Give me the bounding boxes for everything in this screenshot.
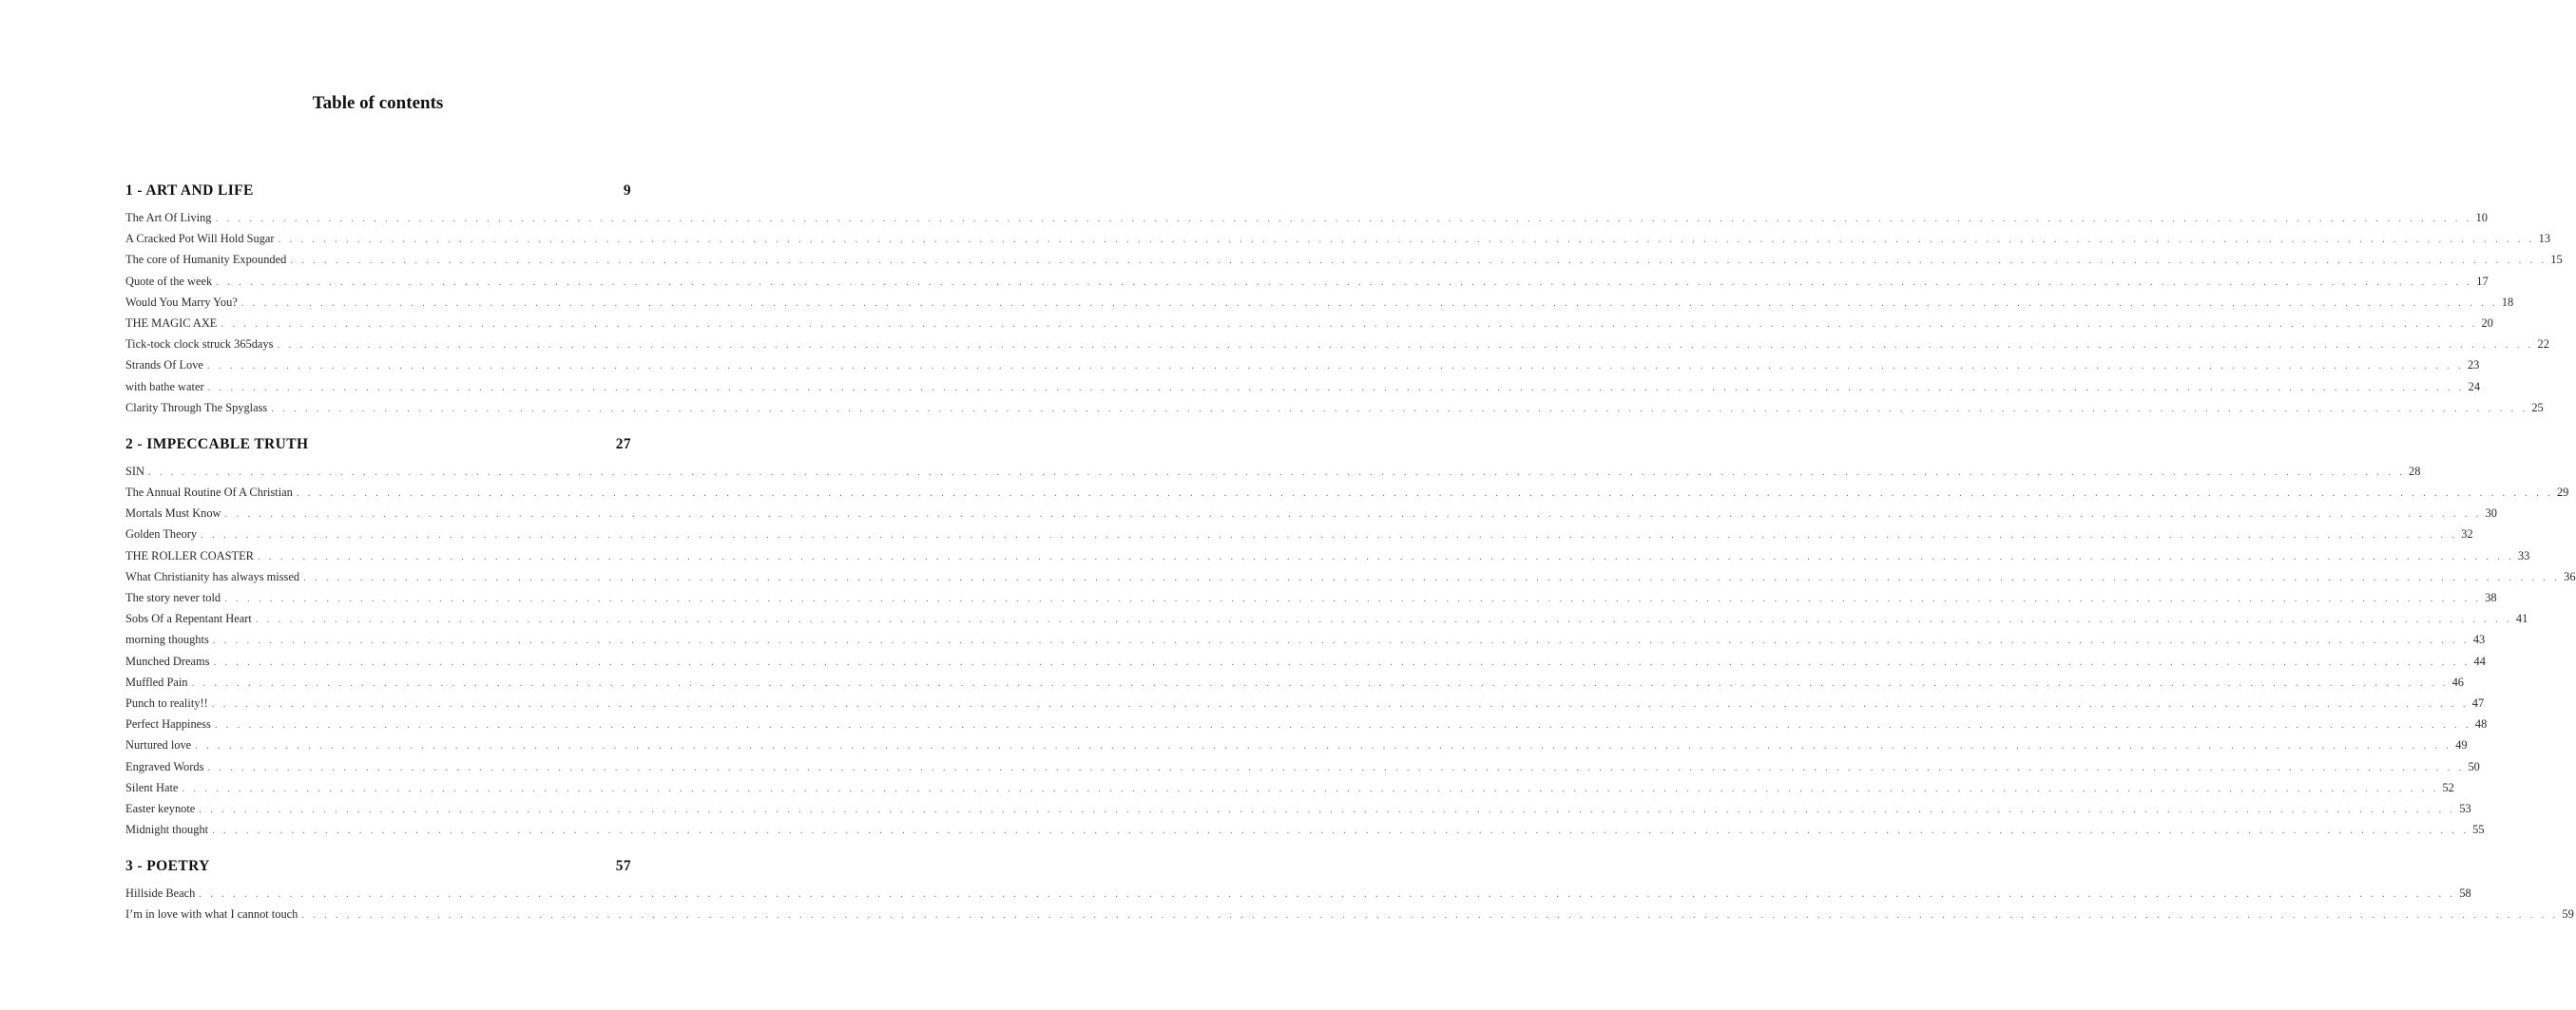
toc-entry[interactable] xyxy=(125,379,2481,401)
toc-entry[interactable] xyxy=(125,717,2488,738)
entry-title: The story never told xyxy=(125,591,221,604)
dot-leader: . . . . . . . . . . . . . . . . . . . . . . . . . . . . . . . . . . . . . . . . . . . . . . . . . . . . . . . . . . . . . . . . . . . . . . . . . . . . . . . . . . . . . . . . . . . . . . . . . . . . . . . . . . . . . . . . . . . . . . . . . . . . . . . . . . . . . . . . . . . . . . . . . . . . . . . . . . . . . . . . . . . . . . . . . . . . . . . . . . . . . . . . . . . . . . . . . . . . . . . . xyxy=(215,213,2472,224)
toc-entry[interactable] xyxy=(125,337,2549,358)
dot-leader: . . . . . . . . . . . . . . . . . . . . . . . . . . . . . . . . . . . . . . . . . . . . . . . . . . . . . . . . . . . . . . . . . . . . . . . . . . . . . . . . . . . . . . . . . . . . . . . . . . . . . . . . . . . . . . . . . . . . . . . . . . . . . . . . . . . . . . . . . . . . . . . . . . . . . . . . . . . . . . . . . . . . . . . . . . . . . . . . . . . . . . . . . . . . . . . . . . . . . . . . xyxy=(271,402,2528,414)
toc-entry[interactable] xyxy=(125,400,2544,422)
toc-entry[interactable] xyxy=(125,907,2574,928)
entry-page-number: 55 xyxy=(2472,823,2485,837)
entry-title: SIN xyxy=(125,464,144,478)
chapter-heading[interactable] xyxy=(125,858,631,881)
entry-page-number: 33 xyxy=(2517,548,2530,562)
entry-title: Would You Marry You? xyxy=(125,295,238,309)
toc-entry[interactable] xyxy=(125,780,2454,802)
toc-entry[interactable] xyxy=(125,591,2497,612)
chapter-heading[interactable] xyxy=(125,436,631,459)
entry-title: Clarity Through The Spyglass xyxy=(125,400,268,414)
dot-leader: . . . . . . . . . . . . . . . . . . . . . . . . . . . . . . . . . . . . . . . . . . . . . . . . . . . . . . . . . . . . . . . . . . . . . . . . . . . . . . . . . . . . . . . . . . . . . . . . . . . . . . . . . . . . . . . . . . . . . . . . . . . . . . . . . . . . . . . . . . . . . . . . . . . . . . . . . . . . . . . . . . . . . . . . . . . . . . . . . . . . . . . . . . . . . . . . . . . . . . . . xyxy=(212,635,2470,647)
entry-page-number: 20 xyxy=(2481,315,2493,330)
entry-title: Punch to reality!! xyxy=(125,696,208,710)
entry-page-number: 28 xyxy=(2409,464,2421,478)
dot-leader: . . . . . . . . . . . . . . . . . . . . . . . . . . . . . . . . . . . . . . . . . . . . . . . . . . . . . . . . . . . . . . . . . . . . . . . . . . . . . . . . . . . . . . . . . . . . . . . . . . . . . . . . . . . . . . . . . . . . . . . . . . . . . . . . . . . . . . . . . . . . . . . . . . . . . . . . . . . . . . . . . . . . . . . . . . . . . . . . . . . . . . . . . . . . . . . . . . . . . . . . xyxy=(221,317,2478,330)
dot-leader: . . . . . . . . . . . . . . . . . . . . . . . . . . . . . . . . . . . . . . . . . . . . . . . . . . . . . . . . . . . . . . . . . . . . . . . . . . . . . . . . . . . . . . . . . . . . . . . . . . . . . . . . . . . . . . . . . . . . . . . . . . . . . . . . . . . . . . . . . . . . . . . . . . . . . . . . . . . . . . . . . . . . . . . . . . . . . . . . . . . . . . . . . . . . . . . . . . . . . . . . xyxy=(224,508,2482,521)
entry-title: Silent Hate xyxy=(125,780,179,794)
toc-chapter xyxy=(125,435,2576,844)
dot-leader: . . . . . . . . . . . . . . . . . . . . . . . . . . . . . . . . . . . . . . . . . . . . . . . . . . . . . . . . . . . . . . . . . . . . . . . . . . . . . . . . . . . . . . . . . . . . . . . . . . . . . . . . . . . . . . . . . . . . . . . . . . . . . . . . . . . . . . . . . . . . . . . . . . . . . . . . . . . . . . . . . . . . . . . . . . . . . . . . . . . . . . . . . . . . . . . . . . . . . . . . xyxy=(255,614,2512,626)
toc-entry[interactable] xyxy=(125,506,2497,527)
entry-list xyxy=(125,211,2563,422)
dot-leader: . . . . . . . . . . . . . . . . . . . . . . . . . . . . . . . . . . . . . . . . . . . . . . . . . . . . . . . . . . . . . . . . . . . . . . . . . . . . . . . . . . . . . . . . . . . . . . . . . . . . . . . . . . . . . . . . . . . . . . . . . . . . . . . . . . . . . . . . . . . . . . . . . . . . . . . . . . . . . . . . . . . . . . . . . . . . . . . . . . . . . . . . . . . . . . . . . . . . . . . . xyxy=(214,719,2471,732)
table-of-contents xyxy=(125,182,2576,929)
chapter-title: 1 - ART AND LIFE xyxy=(125,182,254,199)
entry-title: Muffled Pain xyxy=(125,675,188,689)
entry-title: I’m in love with what I cannot touch xyxy=(125,907,298,922)
dot-leader: . . . . . . . . . . . . . . . . . . . . . . . . . . . . . . . . . . . . . . . . . . . . . . . . . . . . . . . . . . . . . . . . . . . . . . . . . . . . . . . . . . . . . . . . . . . . . . . . . . . . . . . . . . . . . . . . . . . . . . . . . . . . . . . . . . . . . . . . . . . . . . . . . . . . . . . . . . . . . . . . . . . . . . . . . . . . . . . . . . . . . . . . . . . . . . . . . . . . . . . . xyxy=(301,909,2559,922)
toc-entry[interactable] xyxy=(125,569,2576,591)
entry-page-number: 50 xyxy=(2468,759,2480,773)
dot-leader: . . . . . . . . . . . . . . . . . . . . . . . . . . . . . . . . . . . . . . . . . . . . . . . . . . . . . . . . . . . . . . . . . . . . . . . . . . . . . . . . . . . . . . . . . . . . . . . . . . . . . . . . . . . . . . . . . . . . . . . . . . . . . . . . . . . . . . . . . . . . . . . . . . . . . . . . . . . . . . . . . . . . . . . . . . . . . . . . . . . . . . . . . . . . . . . . . . . . . . . . xyxy=(199,888,2456,901)
entry-title: Engraved Words xyxy=(125,759,204,773)
entry-title: morning thoughts xyxy=(125,633,209,647)
entry-title: Golden Theory xyxy=(125,527,198,542)
entry-page-number: 24 xyxy=(2468,379,2481,393)
toc-entry[interactable] xyxy=(125,253,2563,274)
dot-leader: . . . . . . . . . . . . . . . . . . . . . . . . . . . . . . . . . . . . . . . . . . . . . . . . . . . . . . . . . . . . . . . . . . . . . . . . . . . . . . . . . . . . . . . . . . . . . . . . . . . . . . . . . . . . . . . . . . . . . . . . . . . . . . . . . . . . . . . . . . . . . . . . . . . . . . . . . . . . . . . . . . . . . . . . . . . . . . . . . . . . . . . . . . . . . . . . . . . . . . . . xyxy=(240,296,2498,309)
entry-page-number: 18 xyxy=(2501,295,2514,309)
dot-leader: . . . . . . . . . . . . . . . . . . . . . . . . . . . . . . . . . . . . . . . . . . . . . . . . . . . . . . . . . . . . . . . . . . . . . . . . . . . . . . . . . . . . . . . . . . . . . . . . . . . . . . . . . . . . . . . . . . . . . . . . . . . . . . . . . . . . . . . . . . . . . . . . . . . . . . . . . . . . . . . . . . . . . . . . . . . . . . . . . . . . . . . . . . . . . . . . . . . . . . . . xyxy=(211,697,2469,710)
toc-entry[interactable] xyxy=(125,738,2468,759)
toc-chapter xyxy=(125,858,2574,928)
entry-title: The Annual Routine Of A Christian xyxy=(125,486,293,500)
chapter-page-number: 9 xyxy=(623,182,631,199)
toc-entry[interactable] xyxy=(125,548,2530,570)
dot-leader: . . . . . . . . . . . . . . . . . . . . . . . . . . . . . . . . . . . . . . . . . . . . . . . . . . . . . . . . . . . . . . . . . . . . . . . . . . . . . . . . . . . . . . . . . . . . . . . . . . . . . . . . . . . . . . . . . . . . . . . . . . . . . . . . . . . . . . . . . . . . . . . . . . . . . . . . . . . . . . . . . . . . . . . . . . . . . . . . . . . . . . . . . . . . . . . . . . . . . . . . xyxy=(195,740,2452,753)
toc-entry[interactable] xyxy=(125,464,2421,486)
entry-page-number: 23 xyxy=(2467,358,2480,372)
entry-page-number: 36 xyxy=(2564,569,2576,583)
toc-entry[interactable] xyxy=(125,696,2485,717)
toc-entry[interactable] xyxy=(125,232,2551,253)
toc-entry[interactable] xyxy=(125,211,2488,232)
entry-title: A Cracked Pot Will Hold Sugar xyxy=(125,232,275,246)
toc-entry[interactable] xyxy=(125,612,2528,633)
entry-page-number: 38 xyxy=(2485,591,2497,604)
entry-page-number: 32 xyxy=(2461,527,2473,542)
entry-list xyxy=(125,886,2574,928)
entry-page-number: 22 xyxy=(2537,337,2549,352)
toc-entry[interactable] xyxy=(125,823,2485,844)
dot-leader: . . . . . . . . . . . . . . . . . . . . . . . . . . . . . . . . . . . . . . . . . . . . . . . . . . . . . . . . . . . . . . . . . . . . . . . . . . . . . . . . . . . . . . . . . . . . . . . . . . . . . . . . . . . . . . . . . . . . . . . . . . . . . . . . . . . . . . . . . . . . . . . . . . . . . . . . . . . . . . . . . . . . . . . . . . . . . . . . . . . . . . . . . . . . . . . . . . . . . . . . xyxy=(207,381,2465,393)
dot-leader: . . . . . . . . . . . . . . . . . . . . . . . . . . . . . . . . . . . . . . . . . . . . . . . . . . . . . . . . . . . . . . . . . . . . . . . . . . . . . . . . . . . . . . . . . . . . . . . . . . . . . . . . . . . . . . . . . . . . . . . . . . . . . . . . . . . . . . . . . . . . . . . . . . . . . . . . . . . . . . . . . . . . . . . . . . . . . . . . . . . . . . . . . . . . . . . . . . . . . . . . xyxy=(207,761,2465,773)
dot-leader: . . . . . . . . . . . . . . . . . . . . . . . . . . . . . . . . . . . . . . . . . . . . . . . . . . . . . . . . . . . . . . . . . . . . . . . . . . . . . . . . . . . . . . . . . . . . . . . . . . . . . . . . . . . . . . . . . . . . . . . . . . . . . . . . . . . . . . . . . . . . . . . . . . . . . . . . . . . . . . . . . . . . . . . . . . . . . . . . . . . . . . . . . . . . . . . . . . . . . . . . xyxy=(147,466,2406,478)
entry-title: Midnight thought xyxy=(125,823,209,837)
dot-leader: . . . . . . . . . . . . . . . . . . . . . . . . . . . . . . . . . . . . . . . . . . . . . . . . . . . . . . . . . . . . . . . . . . . . . . . . . . . . . . . . . . . . . . . . . . . . . . . . . . . . . . . . . . . . . . . . . . . . . . . . . . . . . . . . . . . . . . . . . . . . . . . . . . . . . . . . . . . . . . . . . . . . . . . . . . . . . . . . . . . . . . . . . . . . . . . . . . . . . . . . xyxy=(277,339,2534,352)
entry-title: Strands Of Love xyxy=(125,358,203,372)
entry-page-number: 44 xyxy=(2473,654,2486,668)
toc-entry[interactable] xyxy=(125,358,2480,379)
entry-page-number: 53 xyxy=(2459,801,2471,815)
entry-page-number: 15 xyxy=(2550,253,2563,267)
dot-leader: . . . . . . . . . . . . . . . . . . . . . . . . . . . . . . . . . . . . . . . . . . . . . . . . . . . . . . . . . . . . . . . . . . . . . . . . . . . . . . . . . . . . . . . . . . . . . . . . . . . . . . . . . . . . . . . . . . . . . . . . . . . . . . . . . . . . . . . . . . . . . . . . . . . . . . . . . . . . . . . . . . . . . . . . . . . . . . . . . . . . . . . . . . . . . . . . . . . . . . . . xyxy=(213,656,2470,668)
entry-page-number: 25 xyxy=(2531,400,2544,414)
chapter-page-number: 57 xyxy=(615,858,631,875)
entry-title: The core of Humanity Expounded xyxy=(125,253,287,267)
entry-list xyxy=(125,464,2576,844)
entry-title: Easter keynote xyxy=(125,801,196,815)
dot-leader: . . . . . . . . . . . . . . . . . . . . . . . . . . . . . . . . . . . . . . . . . . . . . . . . . . . . . . . . . . . . . . . . . . . . . . . . . . . . . . . . . . . . . . . . . . . . . . . . . . . . . . . . . . . . . . . . . . . . . . . . . . . . . . . . . . . . . . . . . . . . . . . . . . . . . . . . . . . . . . . . . . . . . . . . . . . . . . . . . . . . . . . . . . . . . . . . . . . . . . . . xyxy=(224,593,2482,604)
entry-page-number: 47 xyxy=(2471,696,2485,710)
entry-title: What Christianity has always missed xyxy=(125,569,300,583)
entry-title: Quote of the week xyxy=(125,274,213,288)
chapter-heading[interactable] xyxy=(125,182,631,205)
entry-title: Sobs Of a Repentant Heart xyxy=(125,612,252,626)
dot-leader: . . . . . . . . . . . . . . . . . . . . . . . . . . . . . . . . . . . . . . . . . . . . . . . . . . . . . . . . . . . . . . . . . . . . . . . . . . . . . . . . . . . . . . . . . . . . . . . . . . . . . . . . . . . . . . . . . . . . . . . . . . . . . . . . . . . . . . . . . . . . . . . . . . . . . . . . . . . . . . . . . . . . . . . . . . . . . . . . . . . . . . . . . . . . . . . . . . . . . . . . xyxy=(201,529,2458,542)
dot-leader: . . . . . . . . . . . . . . . . . . . . . . . . . . . . . . . . . . . . . . . . . . . . . . . . . . . . . . . . . . . . . . . . . . . . . . . . . . . . . . . . . . . . . . . . . . . . . . . . . . . . . . . . . . . . . . . . . . . . . . . . . . . . . . . . . . . . . . . . . . . . . . . . . . . . . . . . . . . . . . . . . . . . . . . . . . . . . . . . . . . . . . . . . . . . . . . . . . . . . . . . xyxy=(303,571,2561,583)
toc-entry[interactable] xyxy=(125,654,2486,676)
dot-leader: . . . . . . . . . . . . . . . . . . . . . . . . . . . . . . . . . . . . . . . . . . . . . . . . . . . . . . . . . . . . . . . . . . . . . . . . . . . . . . . . . . . . . . . . . . . . . . . . . . . . . . . . . . . . . . . . . . . . . . . . . . . . . . . . . . . . . . . . . . . . . . . . . . . . . . . . . . . . . . . . . . . . . . . . . . . . . . . . . . . . . . . . . . . . . . . . . . . . . . . . xyxy=(182,782,2439,794)
dot-leader: . . . . . . . . . . . . . . . . . . . . . . . . . . . . . . . . . . . . . . . . . . . . . . . . . . . . . . . . . . . . . . . . . . . . . . . . . . . . . . . . . . . . . . . . . . . . . . . . . . . . . . . . . . . . . . . . . . . . . . . . . . . . . . . . . . . . . . . . . . . . . . . . . . . . . . . . . . . . . . . . . . . . . . . . . . . . . . . . . . . . . . . . . . . . . . . . . . . . . . . . xyxy=(191,677,2449,689)
entry-page-number: 43 xyxy=(2472,633,2486,647)
page-title: Table of contents xyxy=(312,93,444,113)
dot-leader: . . . . . . . . . . . . . . . . . . . . . . . . . . . . . . . . . . . . . . . . . . . . . . . . . . . . . . . . . . . . . . . . . . . . . . . . . . . . . . . . . . . . . . . . . . . . . . . . . . . . . . . . . . . . . . . . . . . . . . . . . . . . . . . . . . . . . . . . . . . . . . . . . . . . . . . . . . . . . . . . . . . . . . . . . . . . . . . . . . . . . . . . . . . . . . . . . . . . . . . . xyxy=(290,255,2547,267)
toc-entry[interactable] xyxy=(125,633,2486,654)
dot-leader: . . . . . . . . . . . . . . . . . . . . . . . . . . . . . . . . . . . . . . . . . . . . . . . . . . . . . . . . . . . . . . . . . . . . . . . . . . . . . . . . . . . . . . . . . . . . . . . . . . . . . . . . . . . . . . . . . . . . . . . . . . . . . . . . . . . . . . . . . . . . . . . . . . . . . . . . . . . . . . . . . . . . . . . . . . . . . . . . . . . . . . . . . . . . . . . . . . . . . . . . xyxy=(199,803,2456,815)
toc-entry[interactable] xyxy=(125,527,2473,548)
entry-title: Munched Dreams xyxy=(125,654,210,668)
toc-entry[interactable] xyxy=(125,295,2514,316)
entry-page-number: 49 xyxy=(2455,738,2468,753)
entry-page-number: 59 xyxy=(2562,907,2574,922)
dot-leader: . . . . . . . . . . . . . . . . . . . . . . . . . . . . . . . . . . . . . . . . . . . . . . . . . . . . . . . . . . . . . . . . . . . . . . . . . . . . . . . . . . . . . . . . . . . . . . . . . . . . . . . . . . . . . . . . . . . . . . . . . . . . . . . . . . . . . . . . . . . . . . . . . . . . . . . . . . . . . . . . . . . . . . . . . . . . . . . . . . . . . . . . . . . . . . . . . . . . . . . . xyxy=(212,825,2470,837)
dot-leader: . . . . . . . . . . . . . . . . . . . . . . . . . . . . . . . . . . . . . . . . . . . . . . . . . . . . . . . . . . . . . . . . . . . . . . . . . . . . . . . . . . . . . . . . . . . . . . . . . . . . . . . . . . . . . . . . . . . . . . . . . . . . . . . . . . . . . . . . . . . . . . . . . . . . . . . . . . . . . . . . . . . . . . . . . . . . . . . . . . . . . . . . . . . . . . . . . . . . . . . . xyxy=(206,360,2464,372)
entry-page-number: 13 xyxy=(2538,232,2551,246)
toc-entry[interactable] xyxy=(125,486,2569,506)
toc-entry[interactable] xyxy=(125,315,2493,337)
entry-title: Nurtured love xyxy=(125,738,192,753)
entry-title: Mortals Must Know xyxy=(125,506,221,521)
entry-page-number: 30 xyxy=(2485,506,2497,521)
entry-page-number: 41 xyxy=(2515,612,2528,626)
toc-entry[interactable] xyxy=(125,759,2480,781)
chapter-page-number: 27 xyxy=(615,435,631,452)
toc-entry[interactable] xyxy=(125,675,2464,696)
entry-title: Hillside Beach xyxy=(125,886,196,901)
entry-page-number: 52 xyxy=(2442,780,2454,794)
toc-entry[interactable] xyxy=(125,801,2471,823)
entry-page-number: 48 xyxy=(2474,717,2488,732)
dot-leader: . . . . . . . . . . . . . . . . . . . . . . . . . . . . . . . . . . . . . . . . . . . . . . . . . . . . . . . . . . . . . . . . . . . . . . . . . . . . . . . . . . . . . . . . . . . . . . . . . . . . . . . . . . . . . . . . . . . . . . . . . . . . . . . . . . . . . . . . . . . . . . . . . . . . . . . . . . . . . . . . . . . . . . . . . . . . . . . . . . . . . . . . . . . . . . . . . . . . . . . . xyxy=(216,276,2473,288)
entry-title: The Art Of Living xyxy=(125,211,212,224)
chapter-title: 3 - POETRY xyxy=(125,858,210,875)
entry-page-number: 10 xyxy=(2475,211,2488,224)
entry-page-number: 46 xyxy=(2451,675,2464,689)
toc-entry[interactable] xyxy=(125,886,2471,907)
dot-leader: . . . . . . . . . . . . . . . . . . . . . . . . . . . . . . . . . . . . . . . . . . . . . . . . . . . . . . . . . . . . . . . . . . . . . . . . . . . . . . . . . . . . . . . . . . . . . . . . . . . . . . . . . . . . . . . . . . . . . . . . . . . . . . . . . . . . . . . . . . . . . . . . . . . . . . . . . . . . . . . . . . . . . . . . . . . . . . . . . . . . . . . . . . . . . . . . . . . . . . . . xyxy=(278,234,2535,246)
entry-title: Perfect Happiness xyxy=(125,717,211,732)
entry-page-number: 29 xyxy=(2556,486,2569,500)
chapter-title: 2 - IMPECCABLE TRUTH xyxy=(125,435,309,452)
entry-title: THE MAGIC AXE xyxy=(125,315,218,330)
entry-page-number: 58 xyxy=(2459,886,2471,901)
toc-entry[interactable] xyxy=(125,274,2489,295)
entry-page-number: 17 xyxy=(2476,274,2489,288)
dot-leader: . . . . . . . . . . . . . . . . . . . . . . . . . . . . . . . . . . . . . . . . . . . . . . . . . . . . . . . . . . . . . . . . . . . . . . . . . . . . . . . . . . . . . . . . . . . . . . . . . . . . . . . . . . . . . . . . . . . . . . . . . . . . . . . . . . . . . . . . . . . . . . . . . . . . . . . . . . . . . . . . . . . . . . . . . . . . . . . . . . . . . . . . . . . . . . . . . . . . . . . . xyxy=(296,487,2553,500)
dot-leader: . . . . . . . . . . . . . . . . . . . . . . . . . . . . . . . . . . . . . . . . . . . . . . . . . . . . . . . . . . . . . . . . . . . . . . . . . . . . . . . . . . . . . . . . . . . . . . . . . . . . . . . . . . . . . . . . . . . . . . . . . . . . . . . . . . . . . . . . . . . . . . . . . . . . . . . . . . . . . . . . . . . . . . . . . . . . . . . . . . . . . . . . . . . . . . . . . . . . . . . . xyxy=(257,550,2514,562)
entry-title: with bathe water xyxy=(125,379,204,393)
entry-title: THE ROLLER COASTER xyxy=(125,548,254,562)
entry-title: Tick-tock clock struck 365days xyxy=(125,337,274,352)
toc-chapter xyxy=(125,182,2563,422)
